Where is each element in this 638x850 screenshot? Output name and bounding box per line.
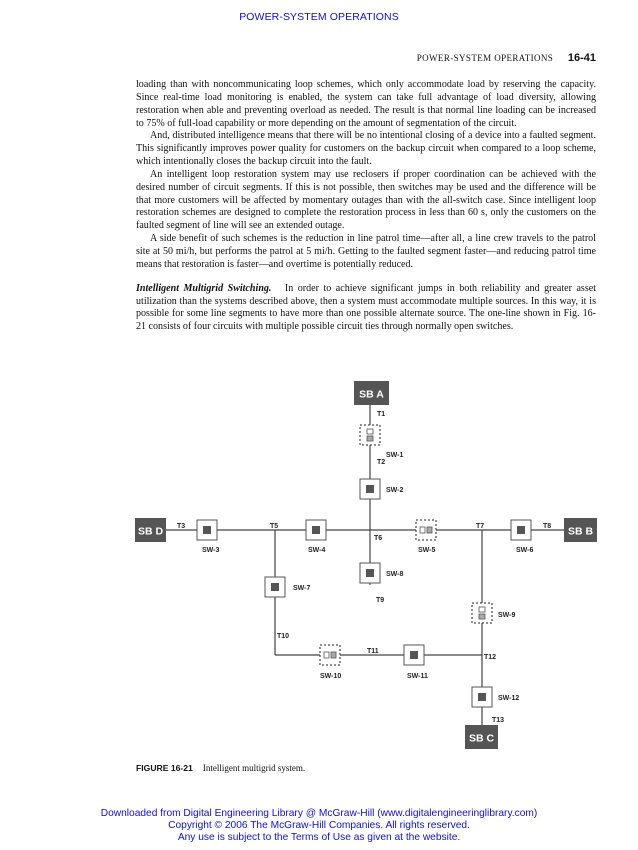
feeder-lines [166, 405, 564, 717]
footer [0, 808, 638, 843]
label-t10: T10 [277, 633, 290, 640]
figure-16-21 [120, 368, 600, 763]
section-heading: Intelligent Multigrid Switching. [136, 282, 272, 294]
label-t7: T7 [476, 523, 485, 530]
label-t13: T13 [492, 717, 505, 724]
label-sw-11: SW-11 [407, 673, 428, 680]
switch-sw-2 [360, 479, 380, 499]
label-t12: T12 [484, 654, 497, 661]
footer-copyright: Copyright © 2006 The McGraw-Hill Companies. All rights reserved. [168, 819, 470, 831]
label-t2: T2 [377, 459, 386, 466]
switch-sw-9 [472, 603, 492, 623]
paragraph-3: An intelligent loop restoration system may use reclosers if proper coordination can be achieved with the desired number of circuit segments. If this is not possible, then switches may be used and the difference will be that more customers will be affected by momentary outages than with the all-switch case. Since intelligent loop restoration schemes are designed to complete the restoration process in less than 60 s, only the customers on the faulted segment of line will see an extended outage. [136, 168, 596, 232]
label-sw-8: SW-8 [386, 571, 404, 578]
body-text [136, 79, 596, 334]
label-t11: T11 [367, 648, 379, 655]
label-sw-10: SW-10 [320, 673, 342, 680]
switch-sw-8 [360, 563, 380, 583]
figure-label: FIGURE 16-21 [136, 763, 193, 773]
paragraph-4: A side benefit of such schemes is the reduction in line patrol time—after all, a line crew travels to the patrol site at 50 mi/h, but performs the patrol at 5 mi/h. Getting to the faulted segment faster—and reducing patrol time means that restoration is faster—and overtime is potentially reduced. [136, 233, 596, 270]
label-t6: T6 [374, 535, 383, 542]
label-t8: T8 [543, 523, 552, 530]
label-sw-5: SW-5 [418, 547, 436, 554]
substation-b-label: SB B [567, 525, 594, 538]
substation-c [465, 725, 498, 749]
figure-caption-text: Intelligent multigrid system. [202, 763, 306, 773]
substation-d [135, 518, 166, 542]
running-head [417, 52, 596, 64]
label-sw-4: SW-4 [308, 547, 326, 554]
switch-sw-6 [511, 520, 531, 540]
substation-d-label: SB D [137, 525, 164, 538]
top-banner: POWER-SYSTEM OPERATIONS [239, 11, 399, 23]
label-t3: T3 [177, 523, 186, 530]
substation-a [354, 381, 389, 405]
label-sw-12: SW-12 [498, 695, 520, 702]
section-text: In order to achieve significant jumps in both reliability and greater asset utilization than the systems described above, then a system must accommodate multiple sources. In this way, it is possible for some line segments to have more than one possible alternate source. The one-line shown in Fig. 16-21 consists of four circuits with multiple possible circuit ties through normally open switches. [136, 282, 596, 333]
footer-download-link[interactable]: Downloaded from Digital Engineering Library @ McGraw-Hill (www.digitalengineeringlibrary.com) [100, 808, 538, 819]
label-sw-3: SW-3 [202, 547, 220, 554]
label-sw-9: SW-9 [498, 612, 516, 619]
paragraph-2: And, distributed intelligence means that there will be no intentional closing of a device into a faulted segment. This significantly improves power quality for customers on the backup circuit when compared to a loop scheme, which intentionally closes the backup circuit into the fault. [136, 130, 596, 168]
substation-a-label: SB A [359, 388, 384, 401]
switch-sw-1 [360, 425, 380, 445]
label-sw-7: SW-7 [293, 585, 311, 592]
switch-sw-10 [320, 645, 340, 665]
figure-caption [136, 763, 305, 773]
label-t9: T9 [376, 597, 385, 604]
switch-sw-11 [404, 645, 424, 665]
footer-terms-link[interactable]: Any use is subject to the Terms of Use as given at the website. [177, 831, 461, 843]
running-head-section: POWER-SYSTEM OPERATIONS [416, 53, 554, 63]
switch-sw-4 [306, 520, 326, 540]
switch-sw-7 [265, 577, 285, 597]
switch-sw-12 [472, 687, 492, 707]
substation-b [564, 518, 597, 542]
one-line-diagram [120, 368, 600, 758]
label-sw-1: SW-1 [386, 452, 404, 459]
section-paragraph [136, 283, 596, 334]
label-t5: T5 [270, 523, 279, 530]
paragraph-1: loading than with noncommunicating loop schemes, which only accommodate load by reserving the capacity. Since real-time load monitoring is enabled, the system can take full advantage of load diversity, allowing restoration when able and preventing overload as needed. The result is that normal line loading can be increased to 75% of full-load capability or more depending on the amount of segmentation of the circuit. [136, 79, 596, 129]
label-sw-6: SW-6 [516, 547, 534, 554]
label-t1: T1 [377, 411, 386, 418]
switch-sw-3 [197, 520, 217, 540]
label-sw-2: SW-2 [386, 487, 404, 494]
substation-c-label: SB C [468, 732, 495, 745]
switch-sw-5 [416, 520, 436, 540]
page-number: 16-41 [567, 52, 596, 64]
